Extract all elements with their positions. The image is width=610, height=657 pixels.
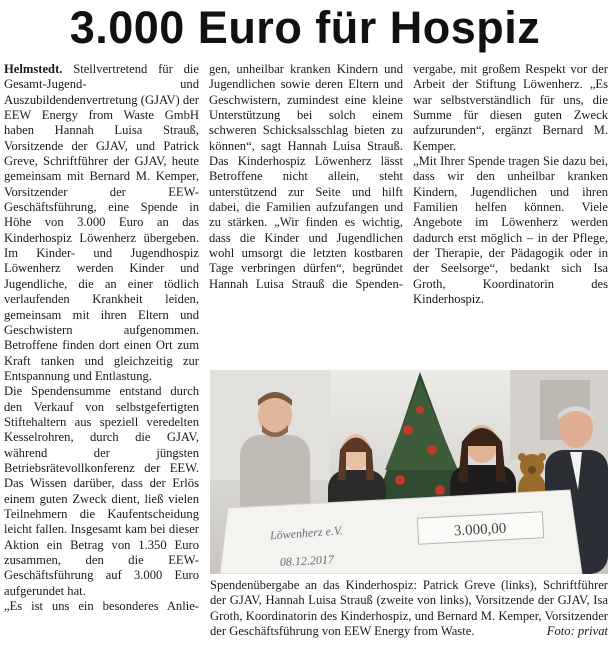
- paragraph: [4, 62, 199, 384]
- paragraph: „Mit Ihrer Spende tragen Sie dazu bei, dass wir den unheilbar kranken Kindern, Jugendlichen und ihren Familien helfen können. Viele Angebote im Löwenherz werden dadurch erst möglich – in der Pflege, der Therapie, der Pädagogik oder in der Seelsorge“, bedankt sich Isa Groth, Koordinatorin des Kinderhospiz.: [413, 154, 608, 307]
- dateline: Helmstedt.: [4, 62, 63, 76]
- paragraph-text: Stellvertretend für die Gesamt-Jugend- und Auszubildendenvertretung (GJAV) der EEW Energy from Waste GmbH haben Hannah Luisa Strauß, Vorsitzende der GJAV, und Patrick Greve, Schriftführer der GJAV, heute gemeinsam mit Bernard M. Kemper, Vorsitzender der EEW-Geschäftsführung, eine Spende in Höhe von 3.000 Euro an das Kinderhospiz Löwenherz übergeben. Im Kinder- und Jugendhospiz Löwenherz werden Kinder und Jugendliche, die an einer tödlich verlaufenden Krankheit leiden, gemeinsam mit ihren Eltern und Geschwistern aufgenommen. Betroffene finden dort einen Ort zum Kraft tanken und gleichzeitig zur Entspannung und Entlastung.: [4, 62, 199, 383]
- paragraph: Die Spendensumme entstand durch den Verkauf von selbstgefertigten Stiftehaltern aus speziell veredelten Kesselrohren, durch die GJAV, während der jüngsten Betriebsrätevollkonferenz der EEW. Das Wissen darüber, dass der Erlös einem guten Zweck dient, ließ vielen Teilnehmern die Kaufentscheidung leicht fallen. Insgesamt kam bei dieser Aktion ein Betrag von 1.350 Euro zusammen, den die EEW-Geschäftsführung auf 3.000 Euro aufgerundet hat.: [4, 384, 199, 598]
- photo-caption: [210, 578, 608, 639]
- paragraph: vergabe, mit großem Respekt vor der Arbeit der Stiftung Löwenherz. „Es war selbstverständlich für uns, die Summe für diesen guten Zweck aufzurunden“, ergänzt Bernard M. Kemper.: [413, 62, 608, 153]
- article-column-3: [413, 62, 608, 308]
- article-headline: 3.000 Euro für Hospiz: [69, 2, 541, 53]
- check-payee: Löwenherz e.V.: [269, 523, 344, 543]
- check-amount: 3.000,00: [453, 520, 507, 540]
- photo-credit: Foto: privat: [546, 624, 608, 639]
- article-column-1: [4, 62, 199, 614]
- article-photo: [210, 370, 608, 574]
- check-date: 08.12.2017: [279, 552, 335, 570]
- photo-illustration: [210, 370, 608, 574]
- caption-text: Spendenübergabe an das Kinderhospiz: Patrick Greve (links), Schriftführer der GJAV, Hannah Luisa Strauß (zweite von links), Vorsitzende der GJAV, Isa Groth, Koordinatorin des Kinderhospiz, und Bernard M. Kemper, Vorsitzender der Geschäftsführung von EEW Energy from Waste.: [210, 578, 608, 639]
- paragraph: gen, unheilbar kranken Kindern und Jugendlichen sowie deren Eltern und Geschwistern, zumindest eine kleine Unterstützung bei solch einem schweren Schicksalsschlag bieten zu können“, sagt Hannah Luisa Strauß. Das Kinderhospiz Löwenherz lässt Betroffene nicht allein, steht unterstützend zur Seite und hilft dabei, die Familien aufzufangen und zu stärken. „Wir finden es wichtig, dass die Kinder und Jugendlichen wohl umsorgt die letzten kostbaren Tage verbringen dürfen“, begründet Hannah Luisa Strauß die Spenden-: [209, 62, 403, 291]
- article-column-2: [209, 62, 403, 292]
- paragraph: „Es ist uns ein besonderes Anlie-: [4, 599, 199, 614]
